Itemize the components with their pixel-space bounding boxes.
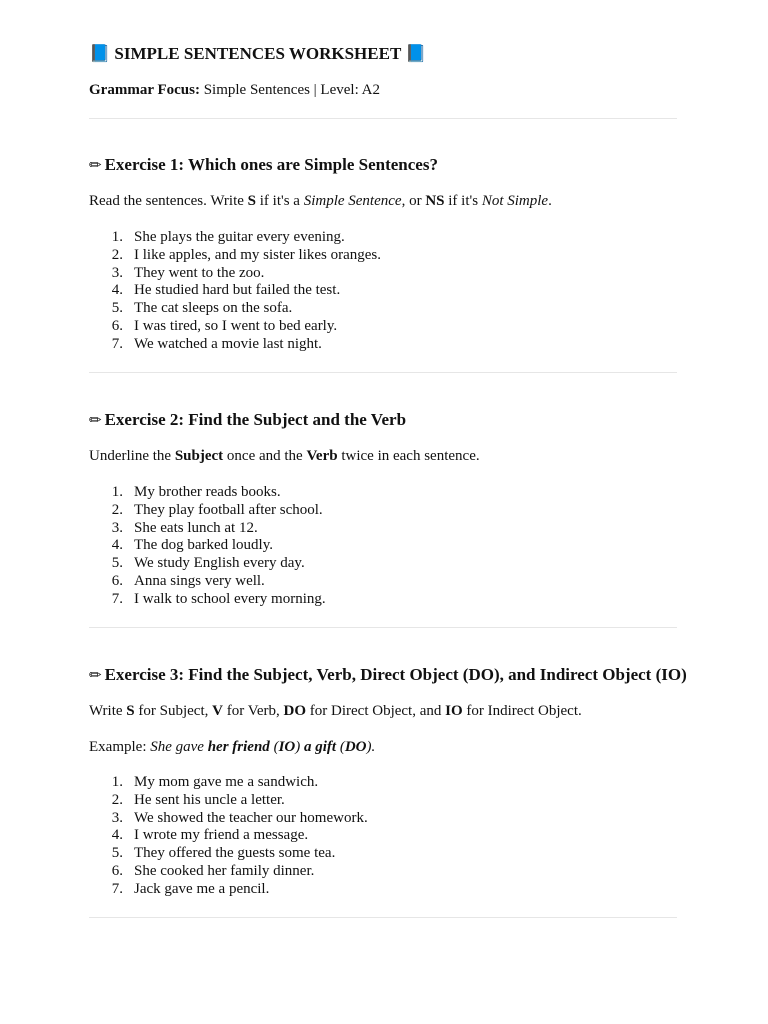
item-text: She cooked her family dinner. (134, 862, 315, 879)
pencil-icon: ✏ (89, 411, 102, 429)
instruction-text: twice in each sentence. (337, 448, 480, 464)
list-item (89, 247, 381, 265)
list-item (89, 300, 381, 318)
item-number: 2. (111, 246, 123, 263)
instruction-bold: S (126, 703, 135, 719)
grammar-focus-text: Simple Sentences | Level: A2 (203, 82, 381, 98)
instruction-bold: DO (283, 703, 307, 719)
list-item (89, 591, 326, 609)
example-bold-italic: DO (344, 739, 367, 755)
item-number: 1. (111, 229, 123, 245)
example-italic: ) (295, 739, 304, 755)
list-item (89, 520, 326, 538)
list-item (89, 845, 368, 863)
example-italic: ( (269, 739, 279, 755)
divider (89, 917, 677, 918)
item-text: Jack gave me a pencil. (134, 880, 270, 897)
item-text: She eats lunch at 12. (134, 519, 258, 536)
example-bold-italic: a gift (303, 739, 337, 755)
example-italic: ( (336, 739, 345, 755)
list-item (89, 282, 381, 300)
instruction-text: . (548, 193, 552, 209)
exercise-2-list (89, 484, 326, 609)
item-number: 6. (111, 317, 123, 334)
item-number: 4. (111, 282, 123, 299)
divider (89, 372, 677, 373)
item-text: I was tired, so I went to bed early. (134, 317, 338, 334)
example-bold-italic: IO (278, 739, 296, 755)
item-text: She plays the guitar every evening. (134, 229, 345, 245)
list-item (89, 502, 326, 520)
list-item (89, 573, 326, 591)
instruction-text: for Direct Object, and (306, 703, 446, 719)
instruction-bold: Verb (306, 448, 338, 464)
item-text: I walk to school every morning. (134, 590, 326, 607)
instruction-text: for Subject, (134, 703, 213, 719)
divider (89, 118, 677, 119)
item-text: We study English every day. (134, 555, 305, 572)
example-bold-italic: her friend (207, 739, 270, 755)
exercise-2-heading-text: Exercise 2: Find the Subject and the Verb (104, 410, 407, 429)
instruction-bold: S (247, 193, 256, 209)
item-text: I wrote my friend a message. (134, 827, 309, 844)
instruction-text: , or (401, 193, 426, 209)
exercise-2 (89, 408, 729, 607)
list-item (89, 318, 381, 336)
item-number: 7. (111, 880, 123, 897)
item-text: The dog barked loudly. (134, 537, 273, 554)
item-number: 1. (111, 774, 123, 790)
instruction-text: Write (89, 703, 127, 719)
instruction-text: if it's a (256, 193, 304, 209)
item-number: 4. (111, 537, 123, 554)
list-item (89, 881, 368, 899)
item-text: We watched a movie last night. (134, 335, 322, 352)
instruction-text: once and the (223, 448, 307, 464)
instruction-bold: Subject (174, 448, 224, 464)
item-number: 7. (111, 335, 123, 352)
instruction-italic: Simple Sentence (303, 193, 402, 209)
instruction-italic: Not Simple (481, 193, 549, 209)
item-number: 3. (111, 519, 123, 536)
item-number: 2. (111, 791, 123, 808)
item-text: Anna sings very well. (134, 572, 265, 589)
item-text: We showed the teacher our homework. (134, 809, 368, 826)
item-number: 4. (111, 827, 123, 844)
grammar-focus-line (89, 82, 380, 99)
list-item (89, 537, 326, 555)
instruction-text: Read the sentences. Write (89, 193, 248, 209)
pencil-icon: ✏ (89, 156, 102, 174)
exercise-1-title (89, 153, 729, 177)
instruction-text: for Indirect Object. (462, 703, 582, 719)
item-text: They offered the guests some tea. (134, 845, 336, 862)
list-item (89, 555, 326, 573)
exercise-3-title (89, 663, 729, 687)
exercise-1-list (89, 229, 381, 354)
list-item (89, 265, 381, 283)
instruction-bold: V (212, 703, 223, 719)
item-number: 5. (111, 845, 123, 862)
item-number: 6. (111, 572, 123, 589)
item-text: They went to the zoo. (134, 264, 265, 281)
exercise-2-title (89, 408, 729, 432)
item-number: 1. (111, 484, 123, 500)
list-item (89, 827, 368, 845)
list-item (89, 863, 368, 881)
instruction-bold: NS (425, 193, 445, 209)
grammar-focus-label: Grammar Focus: (89, 82, 200, 98)
list-item (89, 810, 368, 828)
exercise-1-instruction (89, 193, 552, 210)
item-text: He sent his uncle a letter. (134, 791, 285, 808)
exercise-3-instruction (89, 703, 582, 720)
item-number: 6. (111, 862, 123, 879)
item-number: 3. (111, 809, 123, 826)
example-label: Example: (89, 739, 151, 755)
divider (89, 627, 677, 628)
exercise-3 (89, 663, 729, 897)
instruction-bold: IO (445, 703, 463, 719)
item-number: 5. (111, 300, 123, 317)
exercise-1-heading-text: Exercise 1: Which ones are Simple Sentences? (104, 155, 438, 174)
item-text: The cat sleeps on the sofa. (134, 300, 293, 317)
list-item (89, 774, 368, 792)
list-item (89, 484, 326, 502)
item-number: 5. (111, 555, 123, 572)
instruction-text: Underline the (89, 448, 175, 464)
list-item (89, 336, 381, 354)
exercise-3-heading-text: Exercise 3: Find the Subject, Verb, Direct Object (DO), and Indirect Object (IO) (104, 665, 687, 684)
example-italic: ). (366, 739, 376, 755)
list-item (89, 229, 381, 247)
pencil-icon: ✏ (89, 666, 102, 684)
list-item (89, 792, 368, 810)
exercise-1 (89, 153, 729, 352)
instruction-text: if it's (444, 193, 482, 209)
item-number: 2. (111, 501, 123, 518)
item-text: They play football after school. (134, 501, 323, 518)
example-italic: She gave (150, 739, 208, 755)
item-number: 7. (111, 590, 123, 607)
item-number: 3. (111, 264, 123, 281)
exercise-3-list (89, 774, 368, 899)
instruction-text: for Verb, (222, 703, 284, 719)
worksheet-title: 📘 SIMPLE SENTENCES WORKSHEET 📘 (89, 44, 427, 63)
item-text: My mom gave me a sandwich. (134, 774, 319, 790)
item-text: He studied hard but failed the test. (134, 282, 341, 299)
item-text: My brother reads books. (134, 484, 281, 500)
exercise-2-instruction (89, 448, 480, 465)
item-text: I like apples, and my sister likes oranges. (134, 246, 382, 263)
exercise-3-example (89, 739, 375, 756)
